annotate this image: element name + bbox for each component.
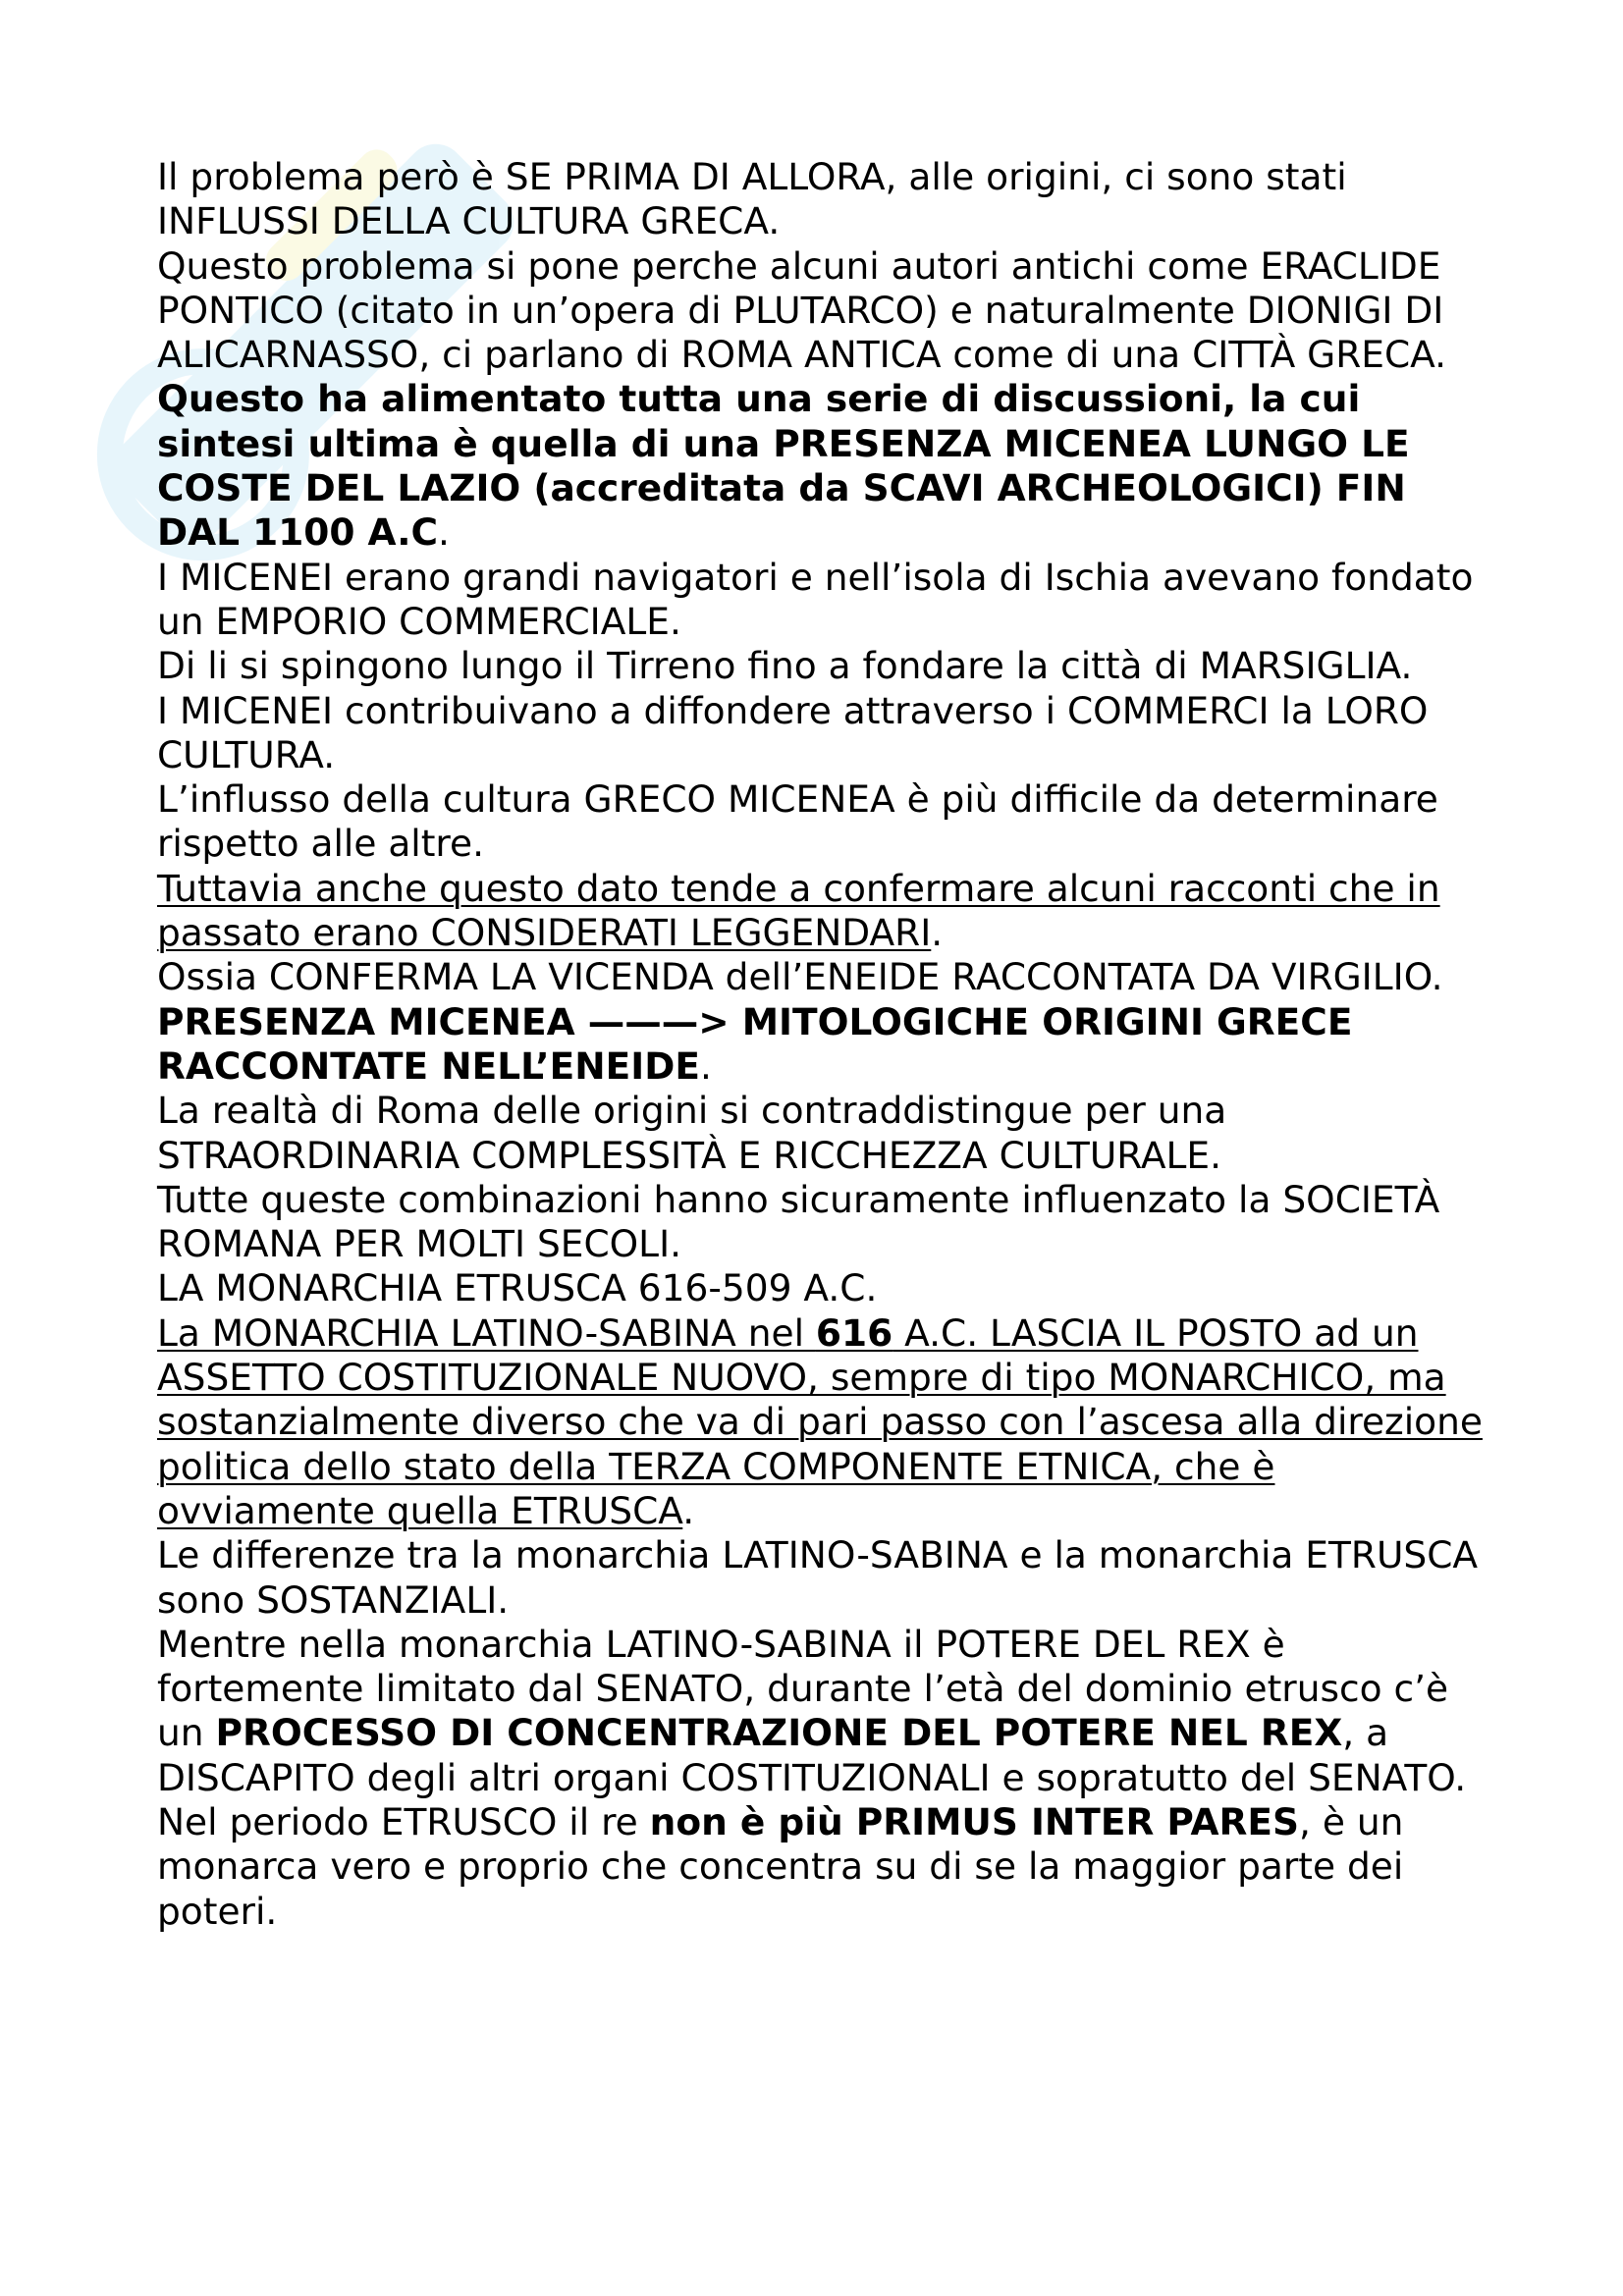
paragraph-6 — [157, 689, 1492, 778]
paragraph-14-run-2: 616 — [815, 1310, 893, 1355]
paragraph-3-run-2: . — [438, 510, 450, 555]
paragraph-13-run-1: LA MONARCHIA ETRUSCA 616-509 A.C. — [157, 1266, 878, 1310]
paragraph-11 — [157, 1089, 1492, 1178]
paragraph-9 — [157, 955, 1492, 999]
paragraph-5 — [157, 644, 1492, 688]
paragraph-17-run-1: Nel periodo ETRUSCO il re — [157, 1799, 650, 1843]
paragraph-4 — [157, 556, 1492, 645]
paragraph-10-run-1: PRESENZA MICENEA ———> MITOLOGICHE ORIGINI GRECE RACCONTATE NELL’ENEIDE — [157, 999, 1353, 1088]
paragraph-16-run-2: PROCESSO DI CONCENTRAZIONE DEL POTERE NEL REX — [215, 1711, 1343, 1755]
paragraph-8 — [157, 867, 1492, 956]
paragraph-1-run-1: Il problema però è SE PRIMA DI ALLORA, alle origini, ci sono stati INFLUSSI DELLA CULTURA GRECA. — [157, 155, 1347, 243]
paragraph-15-run-1: Le differenze tra la monarchia LATINO-SABINA e la monarchia ETRUSCA sono SOSTANZIALI. — [157, 1533, 1479, 1622]
paragraph-1 — [157, 155, 1492, 244]
paragraph-8-run-1: Tuttavia anche questo dato tende a confermare alcuni racconti che in passato erano CONSIDERATI LEGGENDARI — [157, 866, 1440, 955]
paragraph-14-run-4: . — [682, 1488, 695, 1532]
paragraph-15 — [157, 1533, 1492, 1623]
paragraph-14-run-3: A.C. LASCIA IL POSTO ad un ASSETTO COSTITUZIONALE NUOVO, sempre di tipo MONARCHICO, ma sostanzialmente diverso che va di pari passo con l’ascesa alla direzione politica dello stato della TERZA COMPONENTE ETNICA, che è ovviamente quella ETRUSCA — [157, 1310, 1483, 1532]
paragraph-6-run-1: I MICENEI contribuivano a diffondere attraverso i COMMERCI la LORO CULTURA. — [157, 688, 1429, 776]
paragraph-16-run-1: Mentre nella monarchia LATINO-SABINA il POTERE DEL REX è fortemente limitato dal SENATO, durante l’età del dominio etrusco c’è un — [157, 1622, 1449, 1755]
paragraph-2-run-1: Questo problema si pone perche alcuni autori antichi come ERACLIDE PONTICO (citato in un’opera di PLUTARCO) e naturalmente DIONIGI DI ALICARNASSO, ci parlano di ROMA ANTICA come di una CITTÀ GRECA. — [157, 243, 1447, 377]
paragraph-17-run-3: , è un monarca vero e proprio che concentra su di se la maggior parte dei poteri. — [157, 1799, 1404, 1933]
paragraph-14-run-1: La MONARCHIA LATINO-SABINA nel — [157, 1310, 816, 1355]
paragraph-14 — [157, 1311, 1492, 1533]
paragraph-12 — [157, 1178, 1492, 1267]
paragraph-17 — [157, 1800, 1492, 1934]
paragraph-7-run-1: L’influsso della cultura GRECO MICENEA è più difficile da determinare rispetto alle altre. — [157, 777, 1438, 866]
paragraph-16 — [157, 1623, 1492, 1800]
paragraph-2 — [157, 244, 1492, 378]
paragraph-11-run-1: La realtà di Roma delle origini si contraddistingue per una STRAORDINARIA COMPLESSITÀ E RICCHEZZA CULTURALE. — [157, 1089, 1227, 1177]
paragraph-13 — [157, 1266, 1492, 1310]
paragraph-7 — [157, 777, 1492, 867]
paragraph-12-run-1: Tutte queste combinazioni hanno sicuramente influenzato la SOCIETÀ ROMANA PER MOLTI SECOLI. — [157, 1177, 1440, 1266]
paragraph-5-run-1: Di li si spingono lungo il Tirreno fino a fondare la città di MARSIGLIA. — [157, 644, 1413, 688]
paragraph-4-run-1: I MICENEI erano grandi navigatori e nell’isola di Ischia avevano fondato un EMPORIO COMMERCIALE. — [157, 555, 1474, 643]
document-body — [157, 155, 1492, 1934]
paragraph-3-run-1: Questo ha alimentato tutta una serie di discussioni, la cui sintesi ultima è quella di una PRESENZA MICENEA LUNGO LE COSTE DEL LAZIO (accreditata da SCAVI ARCHEOLOGICI) FIN DAL 1100 A.C — [157, 377, 1410, 555]
paragraph-10 — [157, 1000, 1492, 1090]
paragraph-9-run-1: Ossia CONFERMA LA VICENDA dell’ENEIDE RACCONTATA DA VIRGILIO. — [157, 955, 1443, 999]
paragraph-17-run-2: non è più PRIMUS INTER PARES — [649, 1799, 1299, 1843]
paragraph-10-run-2: . — [699, 1043, 712, 1088]
paragraph-16-run-3: , a DISCAPITO degli altri organi COSTITUZIONALI e sopratutto del SENATO. — [157, 1711, 1467, 1799]
paragraph-3 — [157, 377, 1492, 555]
paragraph-8-run-2: . — [931, 911, 944, 955]
